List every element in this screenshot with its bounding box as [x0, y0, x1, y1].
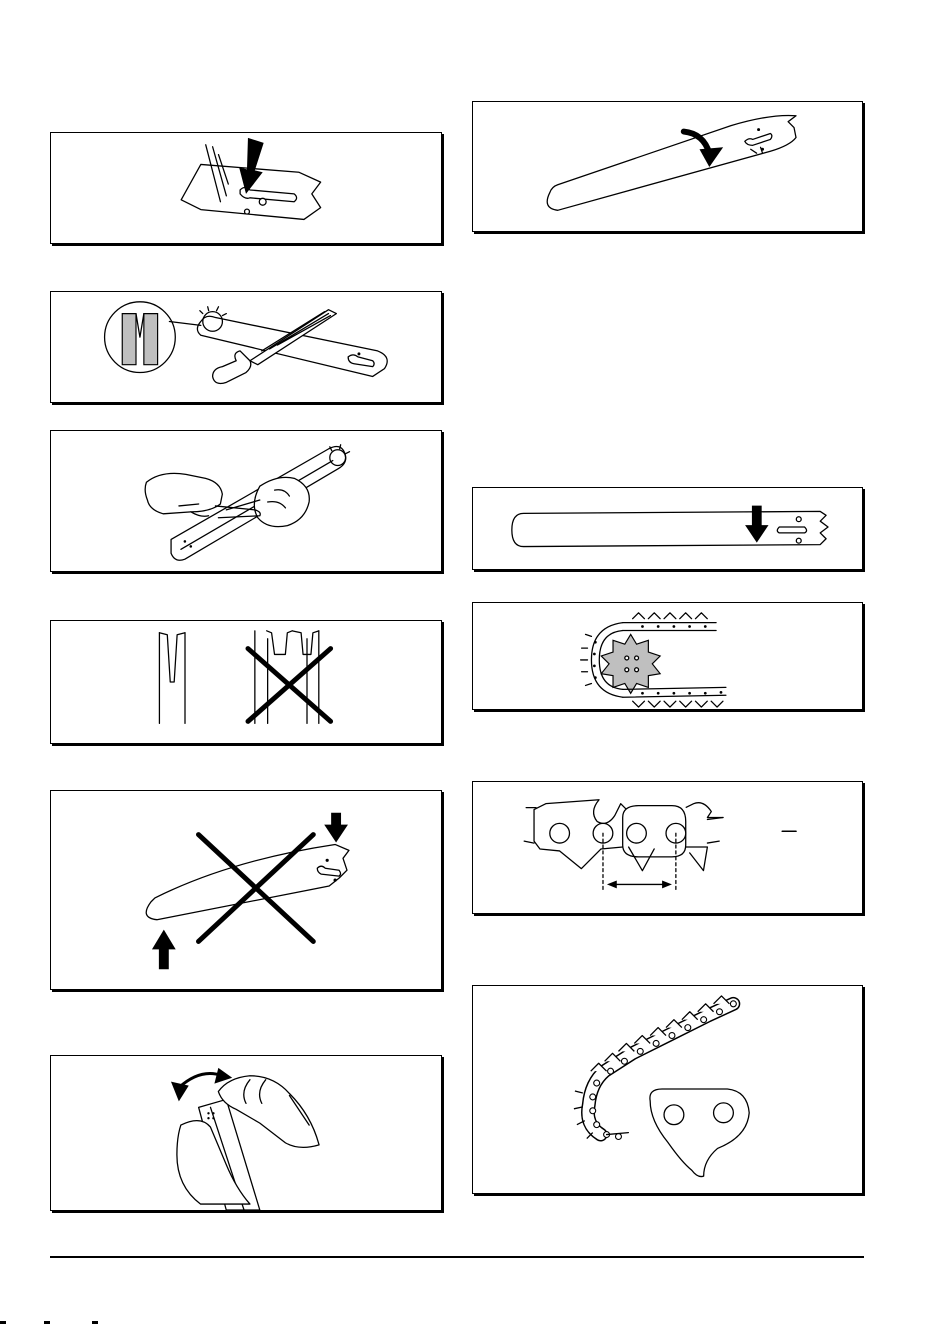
bar-crossed-illustration: [51, 791, 441, 989]
footer-rule: [50, 1256, 864, 1258]
figure-bar-filing: [50, 291, 442, 403]
figure-bar-lubrication-hole: [50, 132, 442, 244]
left-hand-icon: [145, 473, 222, 513]
drive-link-icon: [650, 1089, 749, 1177]
curved-arrow-icon: [171, 1082, 189, 1102]
bar-turn-illustration: [473, 102, 862, 231]
figure-chain-drive-link: [472, 985, 863, 1194]
figure-chain-sprocket: [472, 602, 863, 710]
right-hand-icon: [254, 477, 309, 526]
arrow-left-icon: [607, 880, 617, 888]
figure-chain-pitch: [472, 781, 863, 914]
bar-arrow-illustration: [473, 488, 862, 569]
figure-bar-turning: [472, 101, 863, 232]
figure-bar-grease-hole: [472, 487, 863, 570]
sprocket-chain-illustration: [473, 603, 862, 709]
file-handle-icon: [213, 351, 251, 384]
hand-flex-illustration: [51, 1056, 441, 1210]
figure-bar-flex-check: [50, 1055, 442, 1211]
chain-drivelink-illustration: [473, 986, 862, 1193]
arrow-down-icon: [324, 813, 348, 843]
chain-pitch-illustration: [473, 782, 862, 913]
arrow-right-icon: [662, 880, 672, 888]
figure-groove-comparison: [50, 620, 442, 744]
groove-comparison-illustration: [51, 621, 441, 743]
sprocket-icon: [601, 634, 660, 693]
figure-bar-deburring: [50, 430, 442, 572]
bar-nose-illustration: [51, 133, 441, 243]
hands-bar-illustration: [51, 431, 441, 571]
arrow-up-icon: [152, 930, 176, 970]
figure-bar-wrong-loading: [50, 790, 442, 990]
bar-file-illustration: [51, 292, 441, 402]
